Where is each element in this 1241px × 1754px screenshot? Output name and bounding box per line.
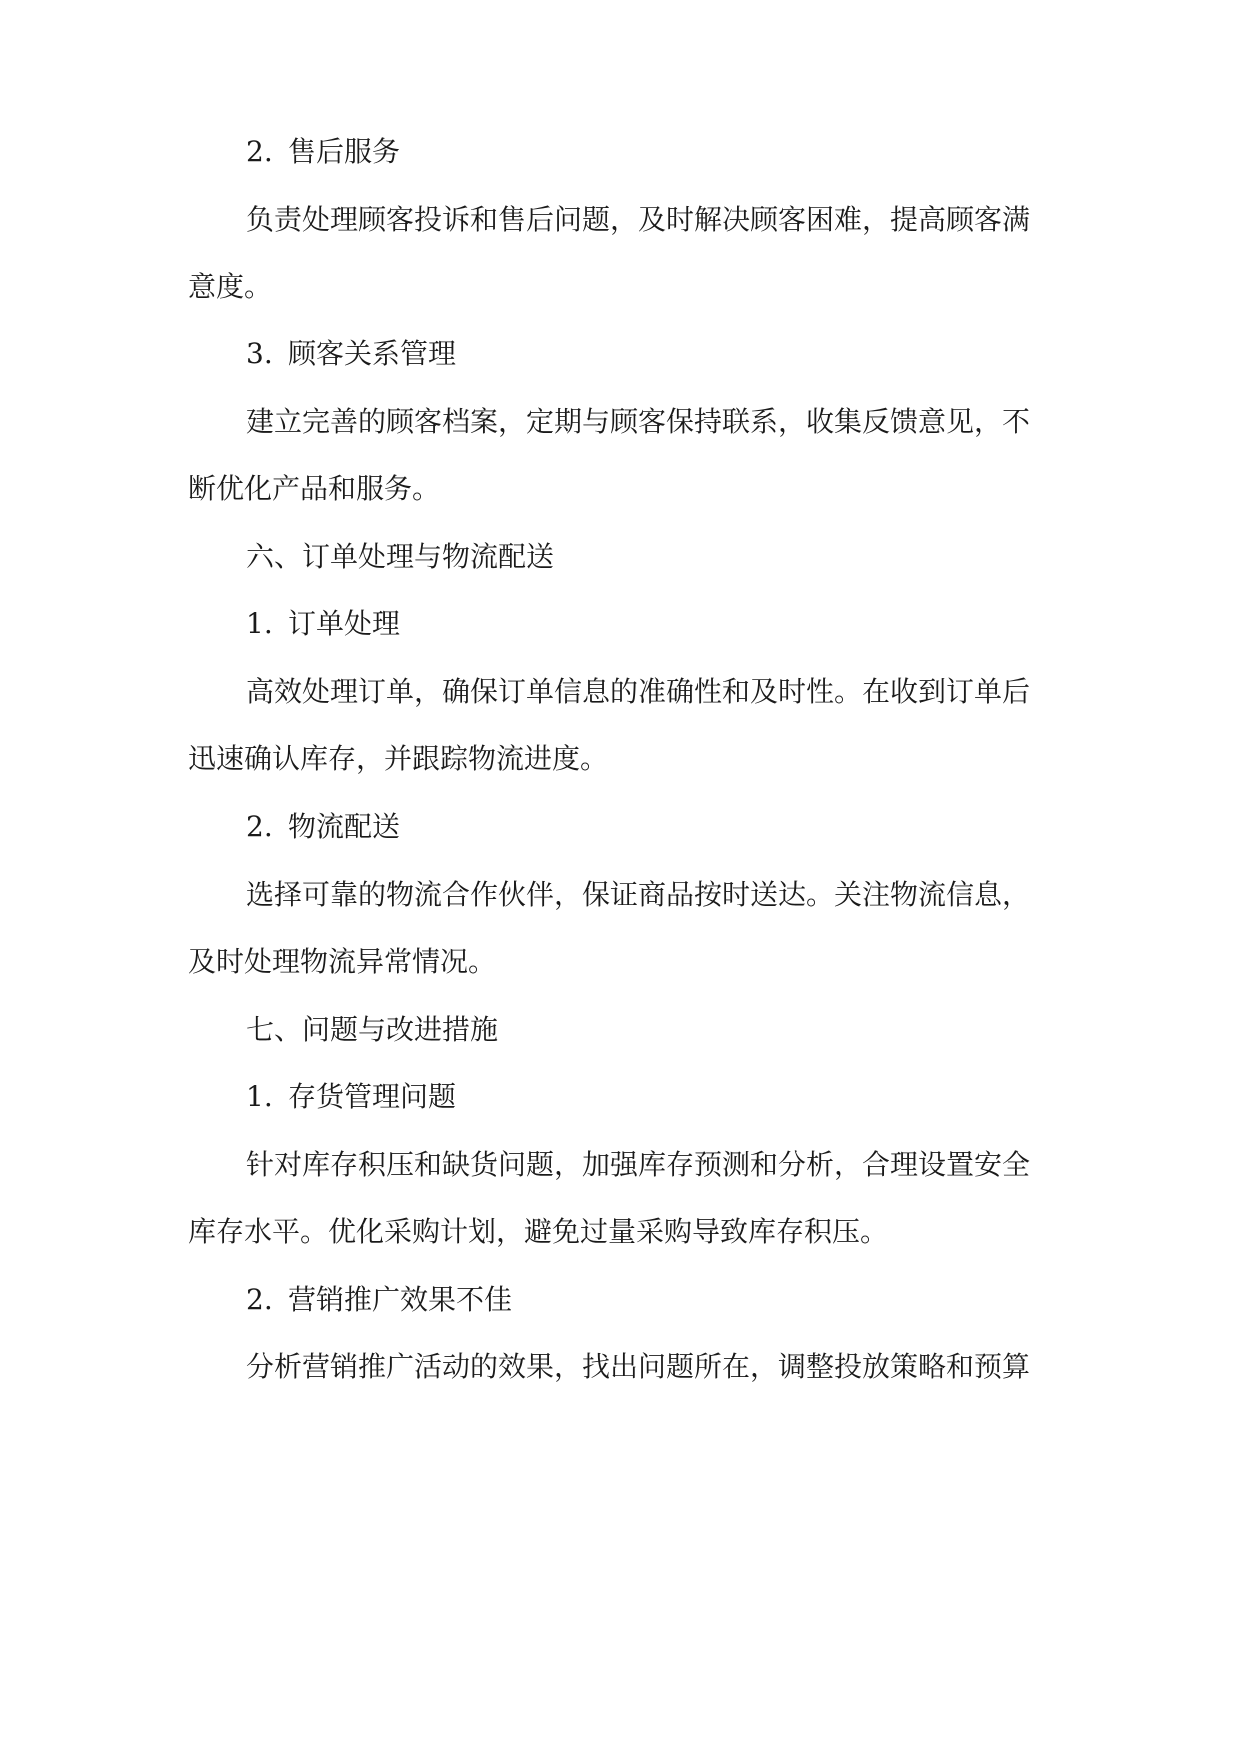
subheading-text: 营销推广效果不佳 bbox=[288, 1283, 513, 1316]
item-number: 3. bbox=[246, 337, 273, 370]
subheading-text: 存货管理问题 bbox=[288, 1080, 457, 1113]
section-heading-problems: 七、问题与改进措施 bbox=[246, 1013, 499, 1046]
paragraph-line: 选择可靠的物流合作伙伴，保证商品按时送达。关注物流信息， bbox=[246, 878, 1031, 911]
item-number: 2. bbox=[246, 135, 273, 168]
subheading-logistics bbox=[246, 807, 1126, 847]
paragraph-line: 负责处理顾客投诉和售后问题，及时解决顾客困难，提高顾客满 bbox=[246, 203, 1031, 236]
paragraph-line: 及时处理物流异常情况。 bbox=[188, 945, 497, 978]
section-heading-orders-logistics: 六、订单处理与物流配送 bbox=[246, 540, 555, 573]
paragraph-line: 针对库存积压和缺货问题，加强库存预测和分析，合理设置安全 bbox=[246, 1148, 1031, 1181]
paragraph-line: 断优化产品和服务。 bbox=[188, 472, 441, 505]
item-number: 1. bbox=[246, 1080, 273, 1113]
subheading-text: 物流配送 bbox=[288, 810, 401, 843]
paragraph-line: 意度。 bbox=[188, 270, 273, 303]
paragraph-line: 高效处理订单，确保订单信息的准确性和及时性。在收到订单后 bbox=[246, 675, 1031, 708]
paragraph-line: 迅速确认库存，并跟踪物流进度。 bbox=[188, 742, 609, 775]
item-number: 2. bbox=[246, 1283, 273, 1316]
item-number: 2. bbox=[246, 810, 273, 843]
paragraph-line: 库存水平。优化采购计划，避免过量采购导致库存积压。 bbox=[188, 1215, 889, 1248]
item-number: 1. bbox=[246, 607, 273, 640]
subheading-marketing bbox=[246, 1280, 1126, 1320]
paragraph-line: 分析营销推广活动的效果，找出问题所在，调整投放策略和预算 bbox=[246, 1350, 1031, 1383]
subheading-text: 订单处理 bbox=[288, 607, 401, 640]
subheading-order-processing bbox=[246, 604, 1126, 644]
paragraph-line: 建立完善的顾客档案，定期与顾客保持联系，收集反馈意见，不 bbox=[246, 405, 1031, 438]
subheading-after-sales bbox=[246, 132, 1126, 172]
subheading-text: 售后服务 bbox=[288, 135, 401, 168]
subheading-text: 顾客关系管理 bbox=[288, 337, 457, 370]
subheading-inventory bbox=[246, 1077, 1126, 1117]
subheading-customer-relations bbox=[246, 334, 1126, 374]
